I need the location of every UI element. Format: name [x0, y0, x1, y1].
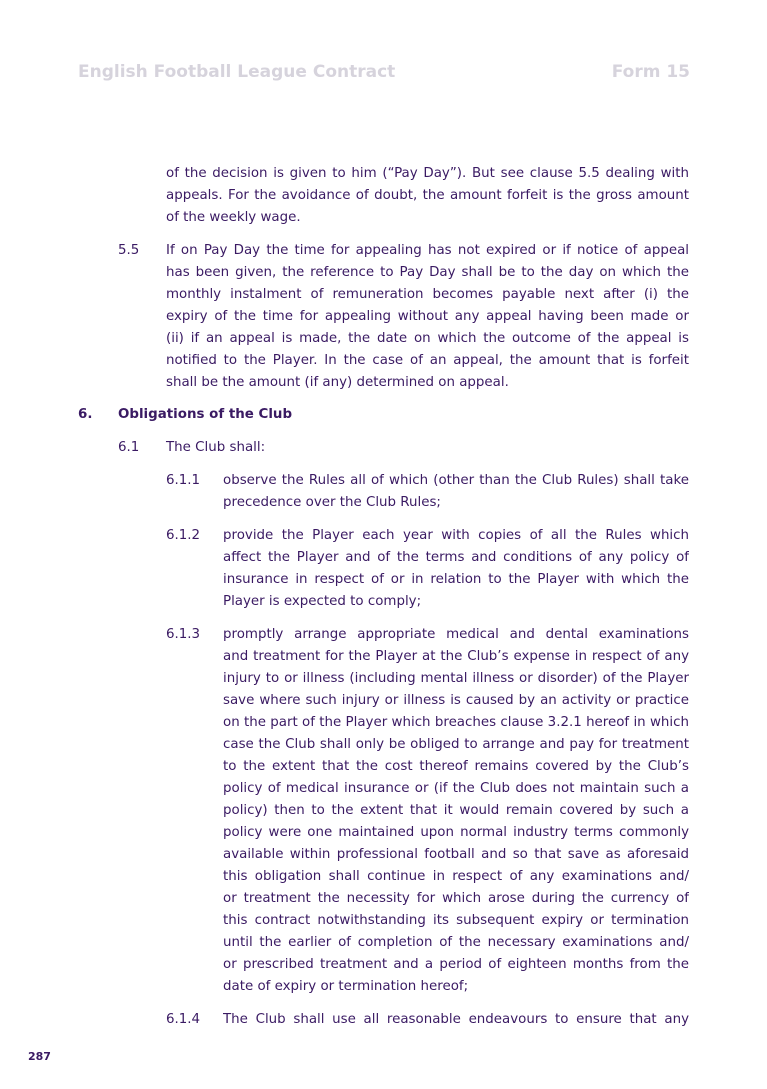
text-line: policy of medical insurance or (if the Club does not maintain such a: [223, 781, 689, 796]
clause-number: 6.1.2: [166, 528, 201, 543]
text-line: to the extent that the cost thereof remains covered by the Club’s: [223, 759, 689, 774]
header-title: English Football League Contract: [78, 62, 396, 82]
text-line: this obligation shall continue in respect of any examinations and/: [223, 869, 689, 884]
clause-number: 5.5: [118, 243, 140, 258]
text-line: provide the Player each year with copies of all the Rules which: [223, 528, 689, 543]
clause-number: 6.1.3: [166, 627, 201, 642]
text-line: precedence over the Club Rules;: [223, 495, 441, 510]
text-line: policy) then to the extent that it would remain covered by such a: [223, 803, 689, 818]
text-line: Player is expected to comply;: [223, 594, 422, 609]
text-line: shall be the amount (if any) determined on appeal.: [166, 375, 509, 390]
clause-6-1-text: The Club shall:: [166, 440, 266, 455]
clause-5-5-text: [166, 240, 689, 394]
text-line: of the decision is given to him (“Pay Day”). But see clause 5.5 dealing with: [166, 166, 689, 181]
text-line: The Club shall use all reasonable endeavours to ensure that any: [223, 1012, 689, 1027]
text-line: date of expiry or termination hereof;: [223, 979, 469, 994]
clause-number: 6.1: [118, 440, 140, 455]
text-line: has been given, the reference to Pay Day shall be to the day on which the: [166, 265, 689, 280]
clause-number: 6.1.1: [166, 473, 201, 488]
text-line: or treatment the necessity for which arose during the currency of: [223, 891, 689, 906]
header-form-label: Form 15: [611, 62, 690, 82]
page-number: 287: [28, 1050, 51, 1063]
text-line: until the earlier of completion of the necessary examinations and/: [223, 935, 689, 950]
text-line: appeals. For the avoidance of doubt, the amount forfeit is the gross amount: [166, 188, 689, 203]
text-line: affect the Player and of the terms and conditions of any policy of: [223, 550, 689, 565]
text-line: and treatment for the Player at the Club’s expense in respect of any: [223, 649, 689, 664]
text-line: monthly instalment of remuneration becomes payable next after (i) the: [166, 287, 689, 302]
text-line: If on Pay Day the time for appealing has not expired or if notice of appeal: [166, 243, 689, 258]
section-number: 6.: [78, 407, 93, 422]
text-line: of the weekly wage.: [166, 210, 301, 225]
text-line: this contract notwithstanding its subsequent expiry or termination: [223, 913, 689, 928]
text-line: or prescribed treatment and a period of eighteen months from the: [223, 957, 689, 972]
text-line: promptly arrange appropriate medical and dental examinations: [223, 627, 689, 642]
text-line: insurance in respect of or in relation to the Player with which the: [223, 572, 689, 587]
page-header: [78, 62, 690, 86]
clause-6-1-2-text: [223, 525, 689, 613]
clause-6-1-3-text: [223, 624, 689, 998]
text-line: case the Club shall only be obliged to arrange and pay for treatment: [223, 737, 689, 752]
text-line: on the part of the Player which breaches clause 3.2.1 hereof in which: [223, 715, 689, 730]
text-line: (ii) if an appeal is made, the date on which the outcome of the appeal is: [166, 331, 689, 346]
text-line: expiry of the time for appealing without any appeal having been made or: [166, 309, 689, 324]
text-line: notified to the Player. In the case of an appeal, the amount that is forfeit: [166, 353, 689, 368]
text-line: observe the Rules all of which (other than the Club Rules) shall take: [223, 473, 689, 488]
text-line: save where such injury or illness is caused by an activity or practice: [223, 693, 689, 708]
section-title: Obligations of the Club: [118, 407, 293, 422]
continuation-paragraph: [166, 163, 689, 229]
text-line: injury to or illness (including mental illness or disorder) of the Player: [223, 671, 689, 686]
clause-number: 6.1.4: [166, 1012, 201, 1027]
clause-6-1-1-text: [223, 470, 689, 514]
text-line: available within professional football and so that save as aforesaid: [223, 847, 689, 862]
text-line: policy were one maintained upon normal industry terms commonly: [223, 825, 689, 840]
clause-6-1-4-text: [223, 1009, 689, 1031]
